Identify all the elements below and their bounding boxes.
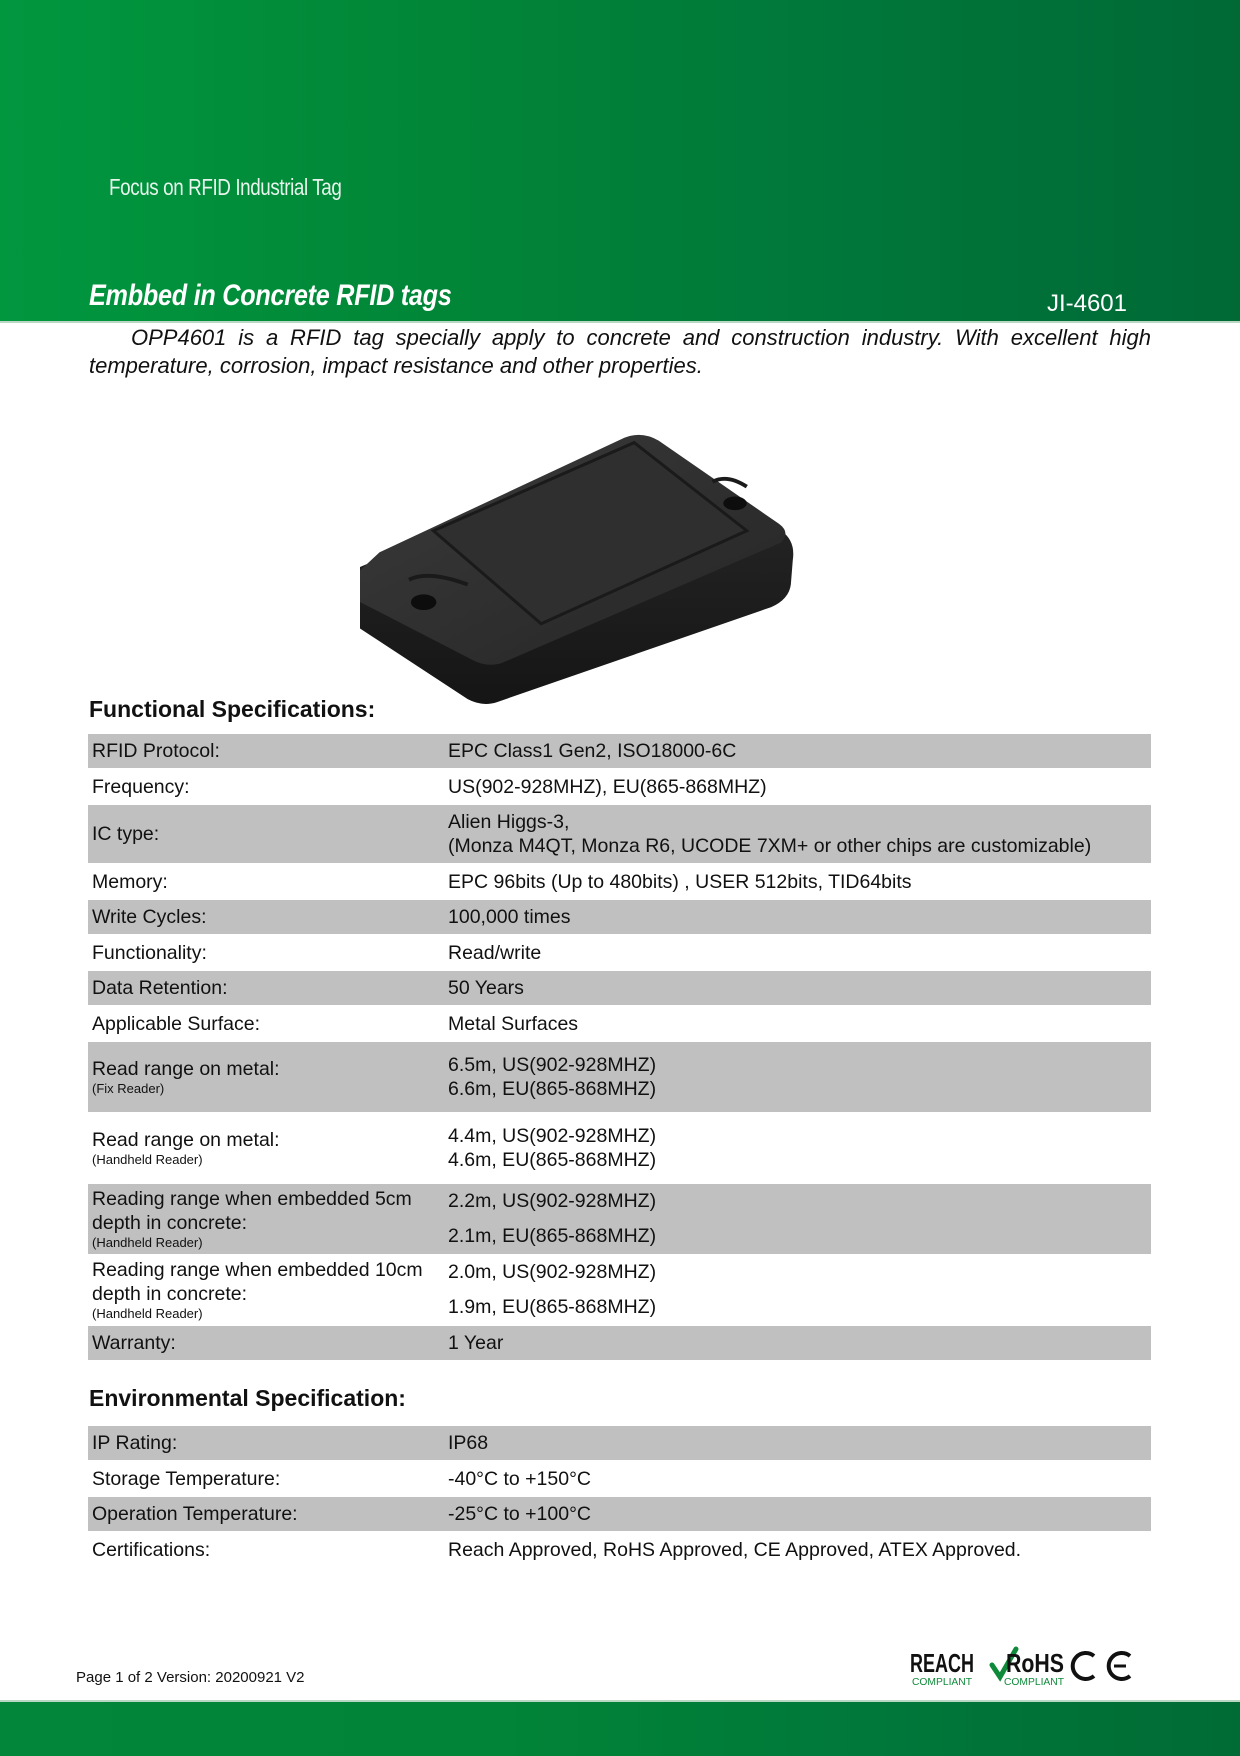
env-row-certifications xyxy=(88,1532,1151,1568)
spec-label: Applicable Surface: xyxy=(92,1012,261,1035)
spec-row-functionality xyxy=(88,935,1151,971)
model-number: JI-4601 xyxy=(1046,290,1127,317)
spec-value-line: 4.6m, EU(865-868MHZ) xyxy=(448,1149,657,1171)
reach-compliant-icon xyxy=(910,1648,974,1688)
spec-value: EPC Class1 Gen2, ISO18000-6C xyxy=(448,740,737,762)
spec-row-ic-type xyxy=(88,805,1151,864)
spec-value-line: 6.6m, EU(865-868MHZ) xyxy=(448,1078,657,1100)
spec-row-embedded-5cm xyxy=(88,1184,1151,1255)
spec-label-sub: (Handheld Reader) xyxy=(92,1152,203,1167)
spec-label: Data Retention: xyxy=(92,977,228,999)
spec-value: EPC 96bits (Up to 480bits) , USER 512bits, TID64bits xyxy=(448,870,912,893)
spec-label-main: Read range on metal: xyxy=(92,1058,280,1080)
spec-row-frequency xyxy=(88,769,1151,805)
spec-value-line: Alien Higgs-3, xyxy=(448,811,570,833)
svg-text:RoHS: RoHS xyxy=(1006,1648,1064,1678)
intro-paragraph: OPP4601 is a RFID tag specially apply to concrete and construction industry. With excellent high temperature, corrosion, impact resistance and other properties. xyxy=(89,325,1151,378)
spec-value xyxy=(448,1053,1151,1101)
spec-value-line: (Monza M4QT, Monza R6, UCODE 7XM+ or other chips are customizable) xyxy=(448,835,1092,857)
spec-label-main: Reading range when embedded 10cm depth in concrete: xyxy=(92,1259,423,1305)
spec-value: 1 Year xyxy=(448,1332,504,1354)
environmental-specs-title: Environmental Specification: xyxy=(89,1385,406,1411)
spec-value xyxy=(448,810,1151,858)
spec-value: US(902-928MHZ), EU(865-868MHZ) xyxy=(448,775,767,798)
svg-text:COMPLIANT: COMPLIANT xyxy=(1004,1677,1064,1688)
env-row-storage-temperature xyxy=(88,1461,1151,1497)
header-divider xyxy=(0,321,1240,323)
spec-value: Read/write xyxy=(448,941,542,964)
spec-label: Frequency: xyxy=(92,775,190,798)
functional-specs-title: Functional Specifications: xyxy=(89,696,376,722)
spec-value-line: 6.5m, US(902-928MHZ) xyxy=(448,1054,657,1076)
spec-label xyxy=(88,1258,448,1322)
footer-band xyxy=(0,1700,1240,1756)
spec-row-memory xyxy=(88,864,1151,900)
header-banner xyxy=(0,0,1240,321)
spec-label xyxy=(88,1057,448,1097)
env-row-ip-rating xyxy=(88,1426,1151,1461)
spec-label: Write Cycles: xyxy=(92,906,207,928)
svg-text:REACH: REACH xyxy=(910,1648,974,1678)
certification-logos xyxy=(908,1643,1138,1688)
spec-value-line: 2.2m, US(902-928MHZ) xyxy=(448,1190,657,1212)
spec-row-applicable-surface xyxy=(88,1006,1151,1042)
tagline: Focus on RFID Industrial Tag xyxy=(109,174,342,200)
rohs-compliant-icon xyxy=(992,1648,1064,1688)
spec-row-rfid-protocol xyxy=(88,734,1151,769)
document-title: Embbed in Concrete RFID tags xyxy=(89,279,452,312)
spec-label-sub: (Fix Reader) xyxy=(92,1081,165,1096)
spec-value: -25°C to +100°C xyxy=(448,1503,591,1525)
spec-value: 100,000 times xyxy=(448,906,571,928)
spec-value-line: 4.4m, US(902-928MHZ) xyxy=(448,1125,657,1147)
spec-row-data-retention xyxy=(88,971,1151,1006)
spec-value xyxy=(448,1124,1151,1172)
spec-value: Reach Approved, RoHS Approved, CE Approved, ATEX Approved. xyxy=(448,1538,1022,1561)
svg-text:COMPLIANT: COMPLIANT xyxy=(912,1677,972,1688)
spec-value: 50 Years xyxy=(448,977,524,999)
spec-value: IP68 xyxy=(448,1432,489,1454)
spec-label: Memory: xyxy=(92,870,168,893)
spec-row-read-range-handheld xyxy=(88,1113,1151,1184)
spec-value xyxy=(448,1184,1151,1254)
spec-label-sub: (Handheld Reader) xyxy=(92,1235,203,1250)
ce-mark-icon xyxy=(1073,1653,1130,1679)
spec-value-line: 2.1m, EU(865-868MHZ) xyxy=(448,1225,657,1247)
spec-value-line: 1.9m, EU(865-868MHZ) xyxy=(448,1296,657,1318)
spec-label: Warranty: xyxy=(92,1332,176,1354)
spec-value xyxy=(448,1255,1151,1325)
spec-value-line: 2.0m, US(902-928MHZ) xyxy=(448,1261,657,1283)
spec-label-sub: (Handheld Reader) xyxy=(92,1306,203,1321)
spec-row-write-cycles xyxy=(88,900,1151,935)
environmental-specs-table xyxy=(88,1426,1151,1568)
spec-label: RFID Protocol: xyxy=(92,740,220,762)
spec-row-read-range-fix xyxy=(88,1042,1151,1113)
functional-specs-table xyxy=(88,734,1151,1361)
spec-label-main: Reading range when embedded 5cm depth in concrete: xyxy=(92,1188,412,1234)
spec-label-main: Read range on metal: xyxy=(92,1129,280,1151)
spec-label: IP Rating: xyxy=(92,1432,178,1454)
page-version-info: Page 1 of 2 Version: 20200921 V2 xyxy=(76,1669,305,1686)
spec-label: IC type: xyxy=(92,823,160,845)
spec-label xyxy=(88,1128,448,1168)
spec-label: Functionality: xyxy=(92,941,207,964)
env-row-operation-temperature xyxy=(88,1497,1151,1532)
spec-label: Storage Temperature: xyxy=(92,1467,281,1490)
spec-value: Metal Surfaces xyxy=(448,1012,579,1035)
rfid-tag-product-icon xyxy=(360,420,830,710)
spec-row-warranty xyxy=(88,1326,1151,1361)
spec-label: Operation Temperature: xyxy=(92,1503,298,1525)
spec-value: -40°C to +150°C xyxy=(448,1467,591,1490)
spec-label xyxy=(88,1187,448,1251)
spec-label: Certifications: xyxy=(92,1538,211,1561)
spec-row-embedded-10cm xyxy=(88,1255,1151,1326)
